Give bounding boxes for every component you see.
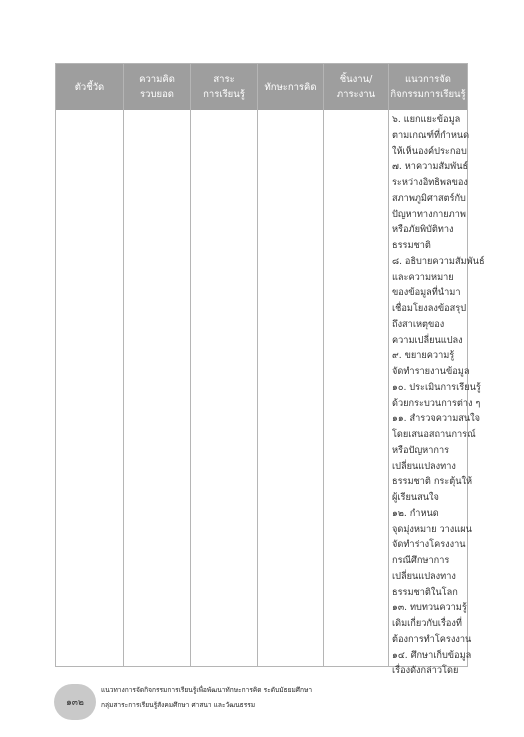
activity-line: ๑๓. ทบทวนความรู้ [392,602,467,614]
column-divider [190,64,191,666]
curriculum-table [55,63,485,677]
activities-cell [392,112,485,679]
activity-line: ถึงสาเหตุของ [392,318,445,330]
activity-line: หรือปัญหาการ [392,444,450,456]
header-learning-content [191,64,257,110]
activity-line: ของข้อมูลที่นำมา [392,287,461,299]
header-activities-line1: แนวการจัด [405,74,451,85]
column-divider [123,64,124,666]
page-number: ๑๓๒ [66,698,84,708]
activity-line: กรณีศึกษาการ [392,555,450,566]
activity-line: ธรรมชาติ [392,240,431,251]
activity-line: เรื่องดังกล่าวโดย [392,665,459,677]
column-divider [388,64,389,666]
header-learning-content-line1: สาระ [213,74,235,85]
header-concept-line2: รวบยอด [140,89,174,100]
activity-line: เปลี่ยนแปลงทาง [392,460,456,472]
header-indicators-line1: ตัวชี้วัด [74,81,105,93]
activity-line: ๗. หาความสัมพันธ์ [392,161,469,173]
activity-line: ๑๐. ประเมินการเรียนรู้ [392,381,481,393]
header-learning-content-line2: การเรียนรู้ [203,89,245,100]
header-concept-line1: ความคิด [139,74,175,85]
activity-line: เดิมเกี่ยวกับเรื่องที่ [392,618,462,629]
activity-line: ๘. อธิบายความสัมพันธ์ [392,255,485,267]
activity-line: ให้เห็นองค์ประกอบ [392,145,467,157]
activity-line: เปลี่ยนแปลงทาง [392,570,456,582]
header-activities-line2: กิจกรรมการเรียนรู้ [390,89,466,100]
header-thinking-skills-line1: ทักษะการคิด [264,81,317,93]
activity-line: ๑๒. กำหนด [392,507,439,519]
activity-line: ๑๔. ศึกษาเก็บข้อมูล [392,649,472,661]
column-divider [323,64,324,666]
activity-line: ๙. ขยายความรู้ [392,350,455,362]
activity-line: หรือภัยพิบัติทาง [392,224,454,236]
activity-line: ต้องการทำโครงงาน [392,633,472,645]
header-concept [124,64,190,110]
activity-line: จัดทำร่างโครงงาน [392,539,466,551]
activity-line: ผู้เรียนสนใจ [392,492,439,503]
header-tasks [324,64,388,110]
column-divider [257,64,258,666]
footer-title-line2: กลุ่มสาระการเรียนรู้สังคมศึกษา ศาสนา และวัฒนธรรม [101,701,256,709]
header-tasks-line2: ภาระงาน [336,89,376,100]
activity-line: และความหมาย [392,271,454,283]
header-thinking-skills [258,64,323,110]
activity-line: ความเปลี่ยนแปลง [392,334,463,346]
activity-line: ธรรมชาติในโลก [392,586,458,598]
activity-line: ระหว่างอิทธิพลของ [392,177,468,188]
header-tasks-line1: ชิ้นงาน/ [339,74,373,85]
activity-line: โดยเสนอสถานการณ์ [392,429,476,440]
activity-line: ตามเกณฑ์ที่กำหนด [392,129,470,141]
page-number-badge [54,684,96,720]
activity-line: ๖. แยกแยะข้อมูล [392,114,461,125]
activity-line: สภาพภูมิศาสตร์กับ [392,192,466,204]
table-header-row [56,64,467,110]
activity-line: จัดทำรายงานข้อมูล [392,366,470,377]
header-indicators [56,64,123,110]
footer-title-line1: แนวทางการจัดกิจกรรมการเรียนรู้เพื่อพัฒนาทักษะการคิด ระดับมัธยมศึกษา [101,686,313,694]
activity-line: ด้วยกระบวนการต่าง ๆ [392,397,481,409]
activity-line: เชื่อมโยงลงข้อสรุป [392,303,467,314]
activity-line: จุดมุ่งหมาย วางแผน [392,523,472,535]
activity-line: ธรรมชาติ กระตุ้นให้ [392,476,473,488]
activity-line: ปัญหาทางกายภาพ [392,208,466,220]
activity-line: ๑๑. สำรวจความสนใจ [392,413,481,425]
header-activities [389,64,467,110]
